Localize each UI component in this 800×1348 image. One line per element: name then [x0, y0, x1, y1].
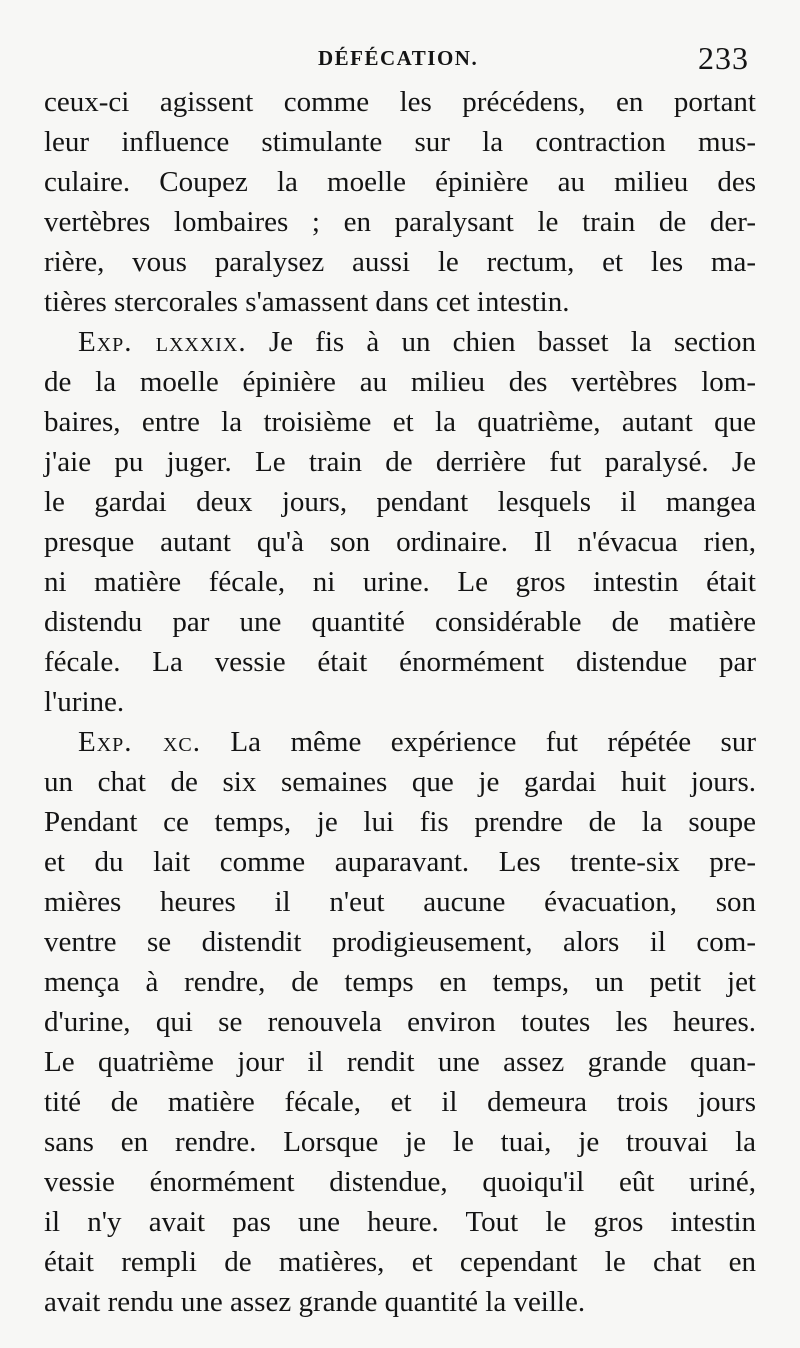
text-line: et du lait comme auparavant. Les trente-six pre- [44, 846, 756, 878]
experiment-label: Exp. lxxxix. [78, 326, 247, 358]
text-line: d'urine, qui se renouvela environ toutes les heures. [44, 1006, 756, 1038]
body-text [44, 82, 756, 1322]
page-number: 233 [698, 40, 749, 76]
text-line: tières stercorales s'amassent dans cet intestin. [44, 286, 570, 318]
text-line: baires, entre la troisième et la quatrième, autant que [44, 406, 756, 438]
experiment-line: Exp. xc. La même expérience fut répétée sur [78, 726, 756, 758]
text-line: avait rendu une assez grande quantité la veille. [44, 1286, 586, 1318]
running-title: DÉFÉCATION. [318, 46, 479, 70]
running-head [0, 40, 800, 80]
text-line: sans en rendre. Lorsque je le tuai, je trouvai la [44, 1126, 756, 1158]
text-line: ni matière fécale, ni urine. Le gros intestin était [44, 566, 756, 598]
text-line: il n'y avait pas une heure. Tout le gros intestin [44, 1206, 756, 1238]
text-line: presque autant qu'à son ordinaire. Il n'évacua rien, [44, 526, 756, 558]
text-line: vessie énormément distendue, quoiqu'il eût uriné, [44, 1166, 756, 1198]
text-line: le gardai deux jours, pendant lesquels il mangea [44, 486, 756, 518]
text-line: ventre se distendit prodigieusement, alors il com- [44, 926, 756, 958]
text-line: Le quatrième jour il rendit une assez grande quan- [44, 1046, 756, 1078]
text-line: fécale. La vessie était énormément distendue par [44, 646, 756, 678]
text-line: rière, vous paralysez aussi le rectum, et les ma- [44, 246, 756, 278]
text-line: était rempli de matières, et cependant le chat en [44, 1246, 756, 1278]
text-line: mença à rendre, de temps en temps, un petit jet [44, 966, 756, 998]
text-line: Pendant ce temps, je lui fis prendre de la soupe [44, 806, 756, 838]
text-line: tité de matière fécale, et il demeura trois jours [44, 1086, 756, 1118]
text-line: distendu par une quantité considérable de matière [44, 606, 756, 638]
experiment-label: Exp. xc. [78, 726, 201, 758]
text-line: un chat de six semaines que je gardai huit jours. [44, 766, 756, 798]
text-line: de la moelle épinière au milieu des vertèbres lom- [44, 366, 756, 398]
text-line: culaire. Coupez la moelle épinière au milieu des [44, 166, 756, 198]
experiment-line: Exp. lxxxix. Je fis à un chien basset la section [78, 326, 756, 358]
text-line: l'urine. [44, 686, 125, 718]
text-line: ceux-ci agissent comme les précédens, en portant [44, 86, 756, 118]
text-line: vertèbres lombaires ; en paralysant le train de der- [44, 206, 756, 238]
text-line: mières heures il n'eut aucune évacuation, son [44, 886, 756, 918]
text-line: leur influence stimulante sur la contraction mus- [44, 126, 756, 158]
text-line: j'aie pu juger. Le train de derrière fut paralysé. Je [44, 446, 756, 478]
